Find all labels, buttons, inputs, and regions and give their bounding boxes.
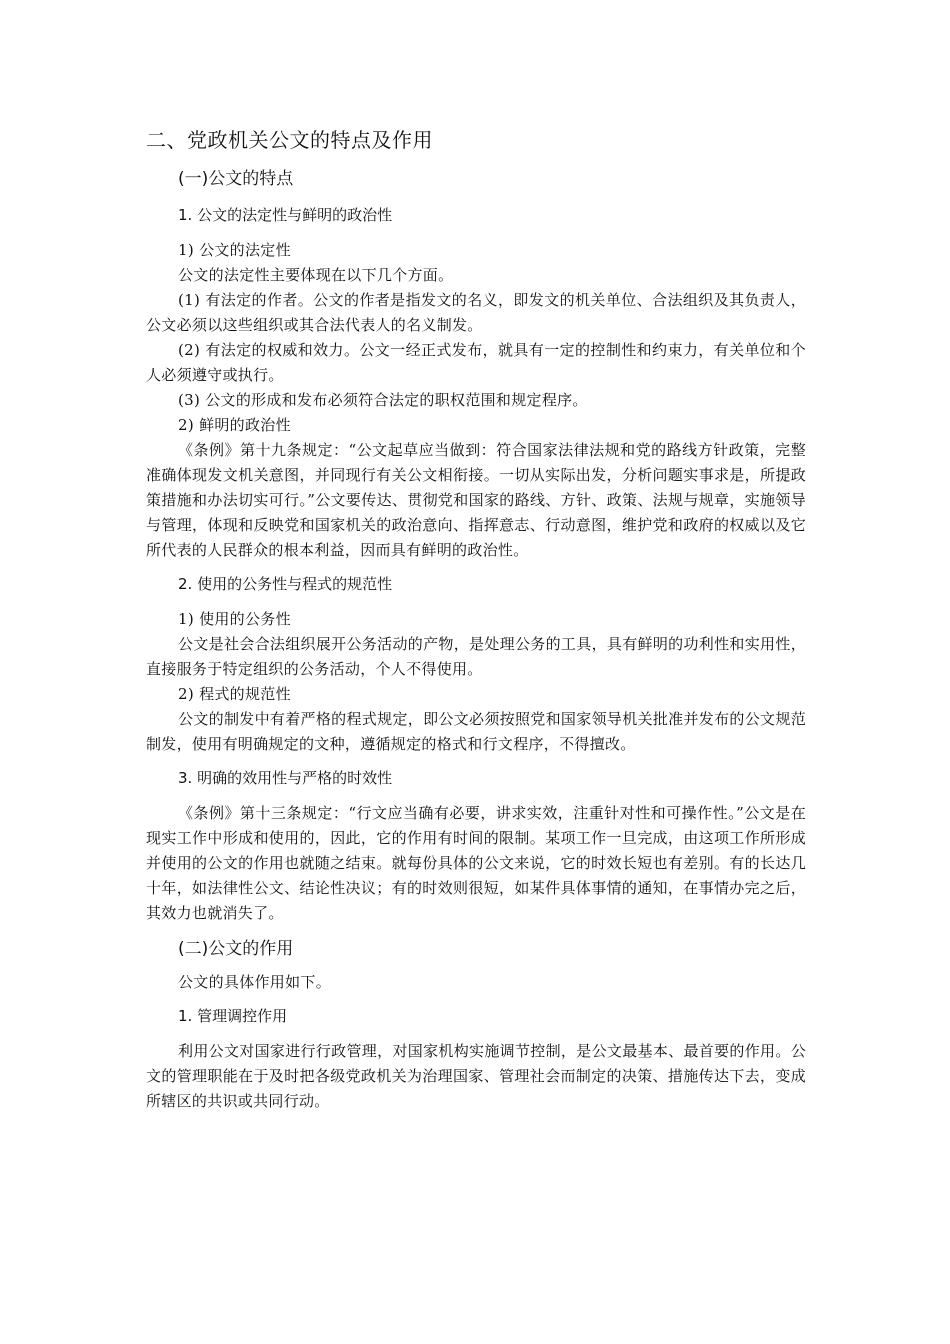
paragraph: 公文是社会合法组织展开公务活动的产物，是处理公务的工具，具有鲜明的功利性和实用性，直接服务于特定组织的公务活动，个人不得使用。 <box>146 635 806 678</box>
paragraph: (1) 有法定的作者。公文的作者是指发文的名义，即发文的机关单位、合法组织及其负责人，公文必须以这些组织或其合法代表人的名义制发。 <box>146 291 806 334</box>
paragraph: 公文的具体作用如下。 <box>178 973 332 991</box>
item-heading: 1) 使用的公务性 <box>178 610 291 628</box>
item-heading: 2) 鲜明的政治性 <box>178 416 291 434</box>
section-heading-features: (一)公文的特点 <box>178 169 294 189</box>
subsection-heading-management: 1. 管理调控作用 <box>178 1007 288 1025</box>
item-heading: 2) 程式的规范性 <box>178 685 291 703</box>
item-heading: 1) 公文的法定性 <box>178 241 291 259</box>
paragraph: 《条例》第十九条规定：“公文起草应当做到：符合国家法律法规和党的路线方针政策，完整准确体现发文机关意图，并同现行有关公文相衔接。一切从实际出发，分析问题实事求是，所提政策措施和办法切实可行。”公文要传达、贯彻党和国家的路线、方针、政策、法规与规章，实施领导与管理，体现和反映党和国家机关的政治意向、指挥意志、行动意图，维护党和政府的权威以及它所代表的人民群众的根本利益，因而具有鲜明的政治性。 <box>146 441 806 559</box>
chapter-title: 二、党政机关公文的特点及作用 <box>146 128 433 152</box>
subsection-heading-timeliness: 3. 明确的效用性与严格的时效性 <box>178 769 393 787</box>
paragraph: (3) 公文的形成和发布必须符合法定的职权范围和规定程序。 <box>178 391 588 409</box>
paragraph: 《条例》第十三条规定：“行文应当确有必要，讲求实效，注重针对性和可操作性。”公文是在现实工作中形成和使用的，因此，它的作用有时间的限制。某项工作一旦完成，由这项工作所形成并使用的公文的作用也就随之结束。就每份具体的公文来说，它的时效长短也有差别。有的长达几十年，如法律性公文、结论性决议；有的时效则很短，如某件具体事情的通知，在事情办完之后，其效力也就消失了。 <box>146 804 806 922</box>
paragraph: (2) 有法定的权威和效力。公文一经正式发布，就具有一定的控制性和约束力，有关单位和个人必须遵守或执行。 <box>146 341 806 384</box>
paragraph: 利用公文对国家进行行政管理，对国家机构实施调节控制，是公文最基本、最首要的作用。公文的管理职能在于及时把各级党政机关为治理国家、管理社会而制定的决策、措施传达下去，变成所辖区的共识或共同行动。 <box>146 1042 806 1110</box>
subsection-heading-official-use: 2. 使用的公务性与程式的规范性 <box>178 575 393 593</box>
document-body <box>146 120 806 1114</box>
paragraph: 公文的法定性主要体现在以下几个方面。 <box>178 266 454 284</box>
section-heading-functions: (二)公文的作用 <box>178 939 294 959</box>
paragraph: 公文的制发中有着严格的程式规定，即公文必须按照党和国家领导机关批准并发布的公文规范制发，使用有明确规定的文种，遵循规定的格式和行文程序，不得擅改。 <box>146 710 806 753</box>
subsection-heading-legality: 1. 公文的法定性与鲜明的政治性 <box>178 206 393 224</box>
